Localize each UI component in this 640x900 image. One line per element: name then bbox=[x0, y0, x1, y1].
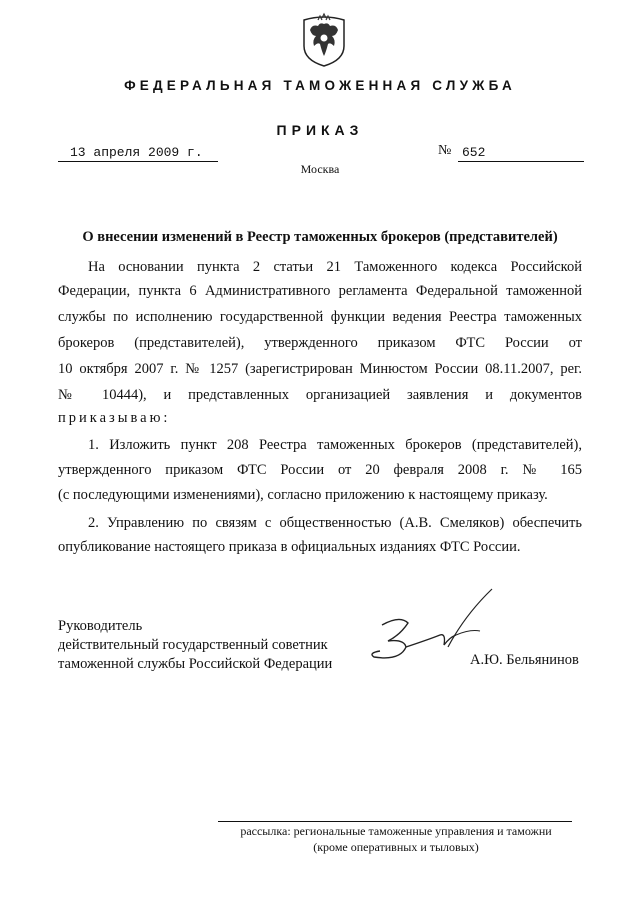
distribution-line: (кроме оперативных и тыловых) bbox=[313, 840, 479, 854]
preamble-line: службы по исполнению государственной функции ведения Реестра таможенных bbox=[58, 309, 582, 325]
signatory-title-line: таможенной службы Российской Федерации bbox=[58, 656, 333, 672]
distribution-line: рассылка: региональные таможенные управления и таможни bbox=[240, 824, 552, 838]
document-type: ПРИКАЗ bbox=[276, 122, 364, 138]
distribution-divider bbox=[218, 821, 572, 822]
agency-name: ФЕДЕРАЛЬНАЯ ТАМОЖЕННАЯ СЛУЖБА bbox=[124, 78, 516, 93]
preamble-line: № 10444), и представленных организацией заявления и документов bbox=[58, 387, 582, 403]
signatory-title bbox=[58, 617, 332, 674]
order-number: 652 bbox=[462, 145, 486, 160]
item-1-line: (с последующими изменениями), согласно приложению к настоящему приказу. bbox=[58, 487, 548, 503]
order-date: 13 апреля 2009 г. bbox=[70, 145, 203, 160]
item-2-line: опубликование настоящего приказа в официальных изданиях ФТС России. bbox=[58, 539, 521, 555]
signatory-title-line: Руководитель bbox=[58, 618, 143, 634]
preamble-line: 10 октября 2007 г. № 1257 (зарегистрирован Минюстом России 08.11.2007, рег. bbox=[58, 361, 582, 377]
preamble-line: На основании пункта 2 статьи 21 Таможенного кодекса Российской bbox=[88, 259, 582, 275]
signatory-title-line: действительный государственный советник bbox=[58, 637, 328, 653]
coat-of-arms-emblem bbox=[300, 12, 348, 68]
preamble-line: брокеров (представителей), утвержденного приказом ФТС России от bbox=[58, 335, 582, 351]
signatory-name: А.Ю. Бельянинов bbox=[470, 652, 579, 668]
preamble-line: Федерации, пункта 6 Административного регламента Федеральной таможенной bbox=[58, 283, 582, 299]
city: Москва bbox=[300, 162, 340, 176]
order-word: приказываю: bbox=[58, 410, 171, 426]
item-2-line: 2. Управлению по связям с общественностью (А.В. Смеляков) обеспечить bbox=[88, 515, 582, 531]
number-label: № bbox=[438, 143, 452, 158]
item-1-line: 1. Изложить пункт 208 Реестра таможенных брокеров (представителей), bbox=[88, 437, 582, 453]
order-subject: О внесении изменений в Реестр таможенных брокеров (представителей) bbox=[82, 229, 558, 245]
item-1-line: утвержденного приказом ФТС России от 20 февраля 2008 г. № 165 bbox=[58, 462, 582, 478]
